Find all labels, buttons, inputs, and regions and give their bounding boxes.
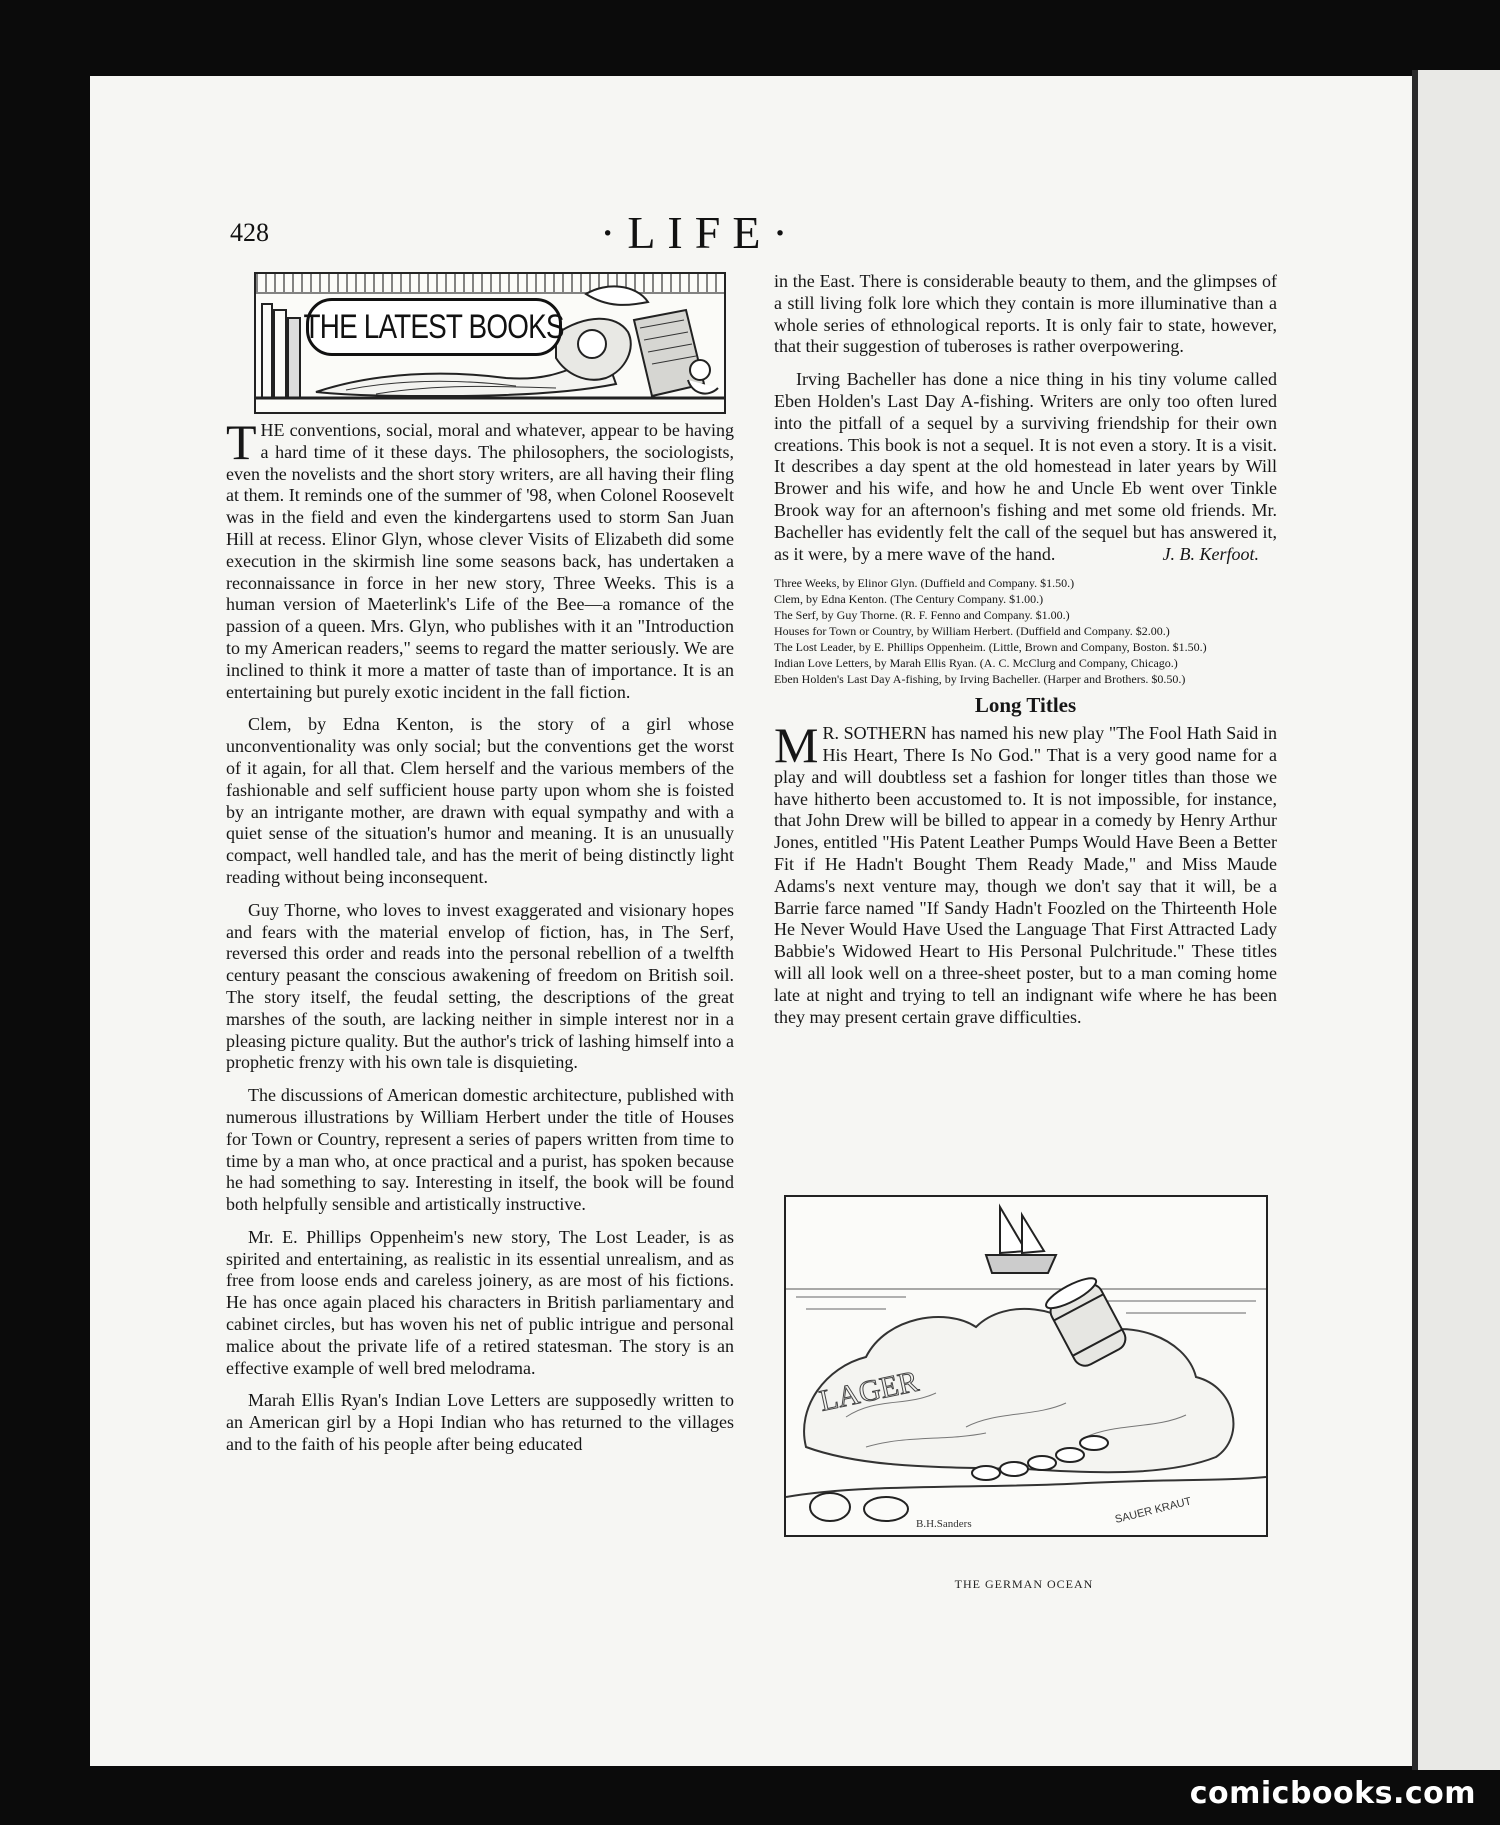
paragraph-long-titles-text: R. SOTHERN has named his new play "The Fool Hath Said in His Heart, There Is No God." That is a very good name for a play and will doubtless set a fashion for longer titles than those we have hitherto been accustomed to. It is not impossible, for instance, that John Drew will be billed to appear in a comedy by Henry Arthur Jones, entitled "His Patent Leather Pumps Would Have Been a Better Fit if He Hadn't Bought Them Ready Made," and Miss Maude Adams's next venture may, though we don't say that it will, be a Barrie farce named "If Sandy Hadn't Foozled on the Thirteenth Hole He Never Would Have Used the Language That First Attracted Lady Babbie's Widowed Heart to His Personal Pulchritude." These titles will all look well on a three-sheet poster, but to a man coming home late at night and trying to tell an indignant wife where he has been they may present certain grave difficulties. [774,723,1277,1027]
page-number: 428 [230,218,269,247]
book-list-item: Indian Love Letters, by Marah Ellis Ryan. (A. C. McClurg and Company, Chicago.) [774,656,1178,671]
paragraph-bacheller [774,369,1277,565]
book-list-item: The Lost Leader, by E. Phillips Oppenheim. (Little, Brown and Company, Boston. $1.50.) [774,640,1207,655]
paragraph-bacheller-text: Irving Bacheller has done a nice thing in his tiny volume called Eben Holden's Last Day A-fishing. Writers are only too often lured into the pitfall of a sequel by a surviving friendship for their own creations. This book is not a sequel. It is not even a story. It is a visit. It describes a day spent at the old homestead in later years by Will Brower and his wife, and how he and Uncle Eb went over Tinkle Brook way for an afternoon's fishing and met some old friends. Mr. Bacheller has evidently felt the call of the sequel but has answered it, as it were, by a mere wave of the hand. [774,369,1277,564]
cartoon-illustration [786,1197,1266,1535]
facing-page-edge [1412,70,1500,1770]
paragraph-intro-text: HE conventions, social, moral and whatever, appear to be having a hard time of it these days. The philosophers, the sociologists, even the novelists and the short story writers, are all having their fling at them. It reminds one of the summer of '98, when Colonel Roosevelt was in the field and even the kindergartens used to storm San Juan Hill at recess. Elinor Glyn, whose clever Visits of Elizabeth did some execution in the skirmish line some seasons back, has undertaken a reconnaissance in force in her new story, Three Weeks. This is a human version of Maeterlink's Life of the Bee—a romance of the passion of a queen. Mrs. Glyn, who publishes with it an "Introduction to my American readers," seems to regard the matter seriously. We are inclined to think it more a matter of taste than of importance. It is an entertaining but purely exotic incident in the fall fiction. [226,420,734,702]
paragraph-indian-love-letters: Marah Ellis Ryan's Indian Love Letters are supposedly written to an American girl by a Hopi Indian who has returned to the villages and to the faith of his people after being educated [226,1390,734,1455]
section-title-long-titles: Long Titles [974,693,1077,718]
left-column [226,414,734,1467]
cartoon-caption: THE GERMAN OCEAN [954,1577,1094,1591]
masthead-title: ·LIFE· [600,207,800,258]
book-list-item: Three Weeks, by Elinor Glyn. (Duffield and Company. $1.50.) [774,576,1075,591]
paragraph-houses: The discussions of American domestic architecture, published with numerous illustrations by William Herbert under the title of Houses for Town or Country, represent a series of papers written from time to time by a man who, at once practical and a purist, has spoken because he had something to say. Interesting in itself, the book will be found both helpfully sensible and artistically instructive. [226,1085,734,1215]
barrel-label: SAUER KRAUT [1113,1495,1193,1526]
paragraph-long-titles [774,717,1277,1028]
paragraph-serf: Guy Thorne, who loves to invest exaggerated and visionary hopes and fears with the material envelop of fiction, has, in The Serf, reversed this order and reads into the personal rebellion of a twelfth century peasant the conscious awakening of freedom on British soil. The story itself, the feudal setting, the descriptions of the great marshes of the south, are lacking neither in simple interest nor in a pleasing picture quality. But the author's trick of lashing himself into a prophetic frenzy with his own tale is disquieting. [226,899,734,1073]
banner-title-box [303,298,565,356]
book-list-item: Eben Holden's Last Day A-fishing, by Irving Bacheller. (Harper and Brothers. $0.50.) [774,672,1186,687]
reviewer-byline: J. B. Kerfoot. [1162,543,1259,564]
right-column [774,271,1277,1039]
paragraph-east: in the East. There is considerable beauty to them, and the glimpses of a still living folk lore which they contain is more illuminative than a whole series of ethnological reports. It is only fair to state, however, that their suggestion of tuberoses is rather overpowering. [774,271,1277,357]
site-watermark: comicbooks.com [1189,1776,1476,1811]
paragraph-intro [226,414,734,703]
drop-cap-m: M [774,717,819,774]
book-list [774,576,1277,687]
german-ocean-cartoon [784,1195,1268,1537]
book-list-item: Houses for Town or Country, by William Herbert. (Duffield and Company. $2.00.) [774,624,1170,639]
banner-title: THE LATEST BOOKS [303,307,565,346]
drop-cap-t: T [226,414,257,470]
artist-signature: B.H.Sanders [916,1518,972,1530]
paragraph-lost-leader: Mr. E. Phillips Oppenheim's new story, The Lost Leader, is as spirited and entertaining, as realistic in its essential unrealism, and as free from loose ends and careless joinery, as are most of his fictions. He has once again placed his characters in British parliamentary and cabinet circles, but has woven his net of public intrigue and personal malice about the private life of a retired statesman. The story is an effective example of well bred melodrama. [226,1226,734,1378]
book-list-item: The Serf, by Guy Thorne. (R. F. Fenno and Company. $1.00.) [774,608,1070,623]
book-list-item: Clem, by Edna Kenton. (The Century Company. $1.00.) [774,592,1044,607]
foam-word: LAGER [816,1364,922,1418]
latest-books-banner [254,272,726,414]
paragraph-clem: Clem, by Edna Kenton, is the story of a girl whose unconventionality was only social; but the conventions get the worst of it again, for all that. Clem herself and the various members of the fashionable and self sufficient house party upon whom she is foisted by an intrigante mother, are drawn with equal sympathy and with a quiet sense of the situation's humor and meaning. It is an unusually compact, well handled tale, and has the merit of being distinctly light reading without being inconsequent. [226,714,734,887]
